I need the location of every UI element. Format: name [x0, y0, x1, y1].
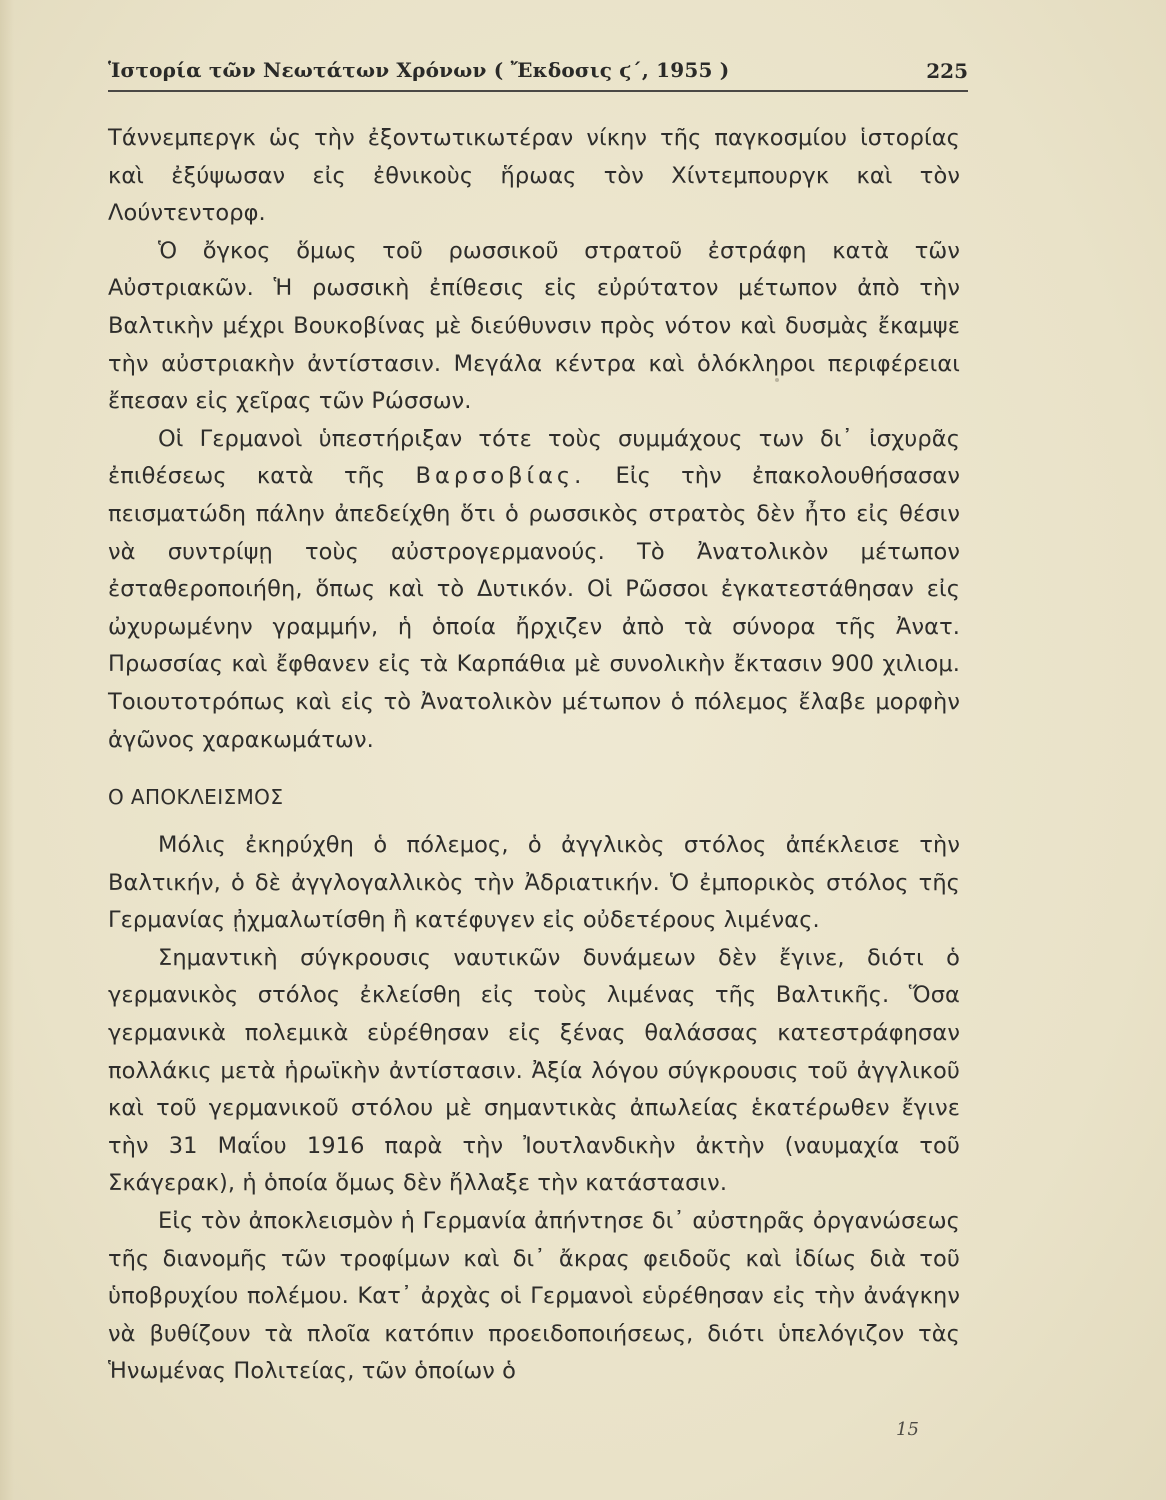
spacer — [108, 813, 960, 827]
page-edge-shadow — [0, 0, 14, 1500]
paragraph-3-before: Οἱ Γερμανοὶ ὑπεστήριξαν τότε τοὺς συμμάχους των δι᾽ ἰσχυρᾶς ἐπιθέσεως κατὰ τῆς — [108, 425, 960, 490]
spacer — [108, 759, 960, 781]
section-paragraph-3: Εἰς τὸν ἀποκλεισμὸν ἡ Γερμανία ἀπήντησε δι᾽ αὐστηρᾶς ὀργανώσεως τῆς διανομῆς τῶν τροφίμων καὶ δι᾽ ἄκρας φειδοῦς καὶ ἰδίως διὰ τοῦ ὑποβρυχίου πολέμου. Κατ᾽ ἀρχὰς οἱ Γερμανοὶ εὑρέθησαν εἰς τὴν ἀνάγκην νὰ βυθίζουν τὰ πλοῖα κατόπιν προειδοποιήσεως, διότι ὑπελόγιζον τὰς Ἡνωμένας Πολιτείας, τῶν ὁποίων ὁ — [108, 1208, 960, 1385]
paragraph-3 — [108, 421, 960, 759]
section-paragraph-2: Σημαντικὴ σύγκρουσις ναυτικῶν δυνάμεων δὲν ἔγινε, διότι ὁ γερμανικὸς στόλος ἐκλείσθη εἰς τοὺς λιμένας τῆς Βαλτικῆς. Ὅσα γερμανικὰ πολεμικὰ εὑρέθησαν εἰς ξένας θαλάσσας κατεστράφησαν πολλάκις μετὰ ἡρωϊκὴν ἀντίστασιν. Ἀξία λόγου σύγκρουσις τοῦ ἀγγλικοῦ καὶ τοῦ γερμανικοῦ στόλου μὲ σημαντικὰς ἀπωλείας ἑκατέρωθεν ἔγινε τὴν 31 Μαΐου 1916 παρὰ τὴν Ἰουτλανδικὴν ἀκτὴν (ναυμαχία τοῦ Σκάγερακ), ἡ ὁποία ὅμως δὲν ἤλλαξε τὴν κατάστασιν. — [108, 944, 960, 1197]
paragraph-3-spaced-word: Βαρσοβίας. — [415, 463, 586, 490]
page-header — [108, 58, 968, 94]
paper-speck — [775, 378, 779, 382]
printer-signature: 15 — [896, 1419, 919, 1440]
page-number: 225 — [926, 59, 968, 83]
page-body — [108, 120, 960, 1391]
paragraph-3-after: Εἰς τὴν ἐπακολουθήσασαν πεισματώδη πάλην ἀπεδείχθη ὅτι ὁ ρωσσικὸς στρατὸς δὲν ἦτο εἰς θέσιν νὰ συντρίψῃ τοὺς αὐστρογερμανούς. Τὸ Ἀνατολικὸν μέτωπον ἐσταθεροποιήθη, ὅπως καὶ τὸ Δυτικόν. Οἱ Ρῶσσοι ἐγκατεστάθησαν εἰς ὠχυρωμένην γραμμήν, ἡ ὁποία ἤρχιζεν ἀπὸ τὰ σύνορα τῆς Ἀνατ. Πρωσσίας καὶ ἔφθανεν εἰς τὰ Καρπάθια μὲ συνολικὴν ἔκτασιν 900 χιλιομ. Τοιουτοτρόπως καὶ εἰς τὸ Ἀνατολικὸν μέτωπον ὁ πόλεμος ἔλαβε μορφὴν ἀγῶνος χαρακωμάτων. — [108, 463, 960, 753]
paragraph-2: Ὁ ὄγκος ὅμως τοῦ ρωσσικοῦ στρατοῦ ἐστράφη κατὰ τῶν Αὐστριακῶν. Ἡ ρωσσικὴ ἐπίθεσις εἰς εὐρύτατον μέτωπον ἀπὸ τὴν Βαλτικὴν μέχρι Βουκοβίνας μὲ διεύθυνσιν πρὸς νότον καὶ δυσμὰς ἔκαμψε τὴν αὐστριακὴν ἀντίστασιν. Μεγάλα κέντρα καὶ ὁλόκληροι περιφέρειαι ἔπεσαν εἰς χεῖρας τῶν Ρώσσων. — [108, 237, 960, 415]
section-heading: Ο ΑΠΟΚΛΕΙΣΜΟΣ — [108, 785, 284, 810]
paragraph-1: Τάννεμπεργκ ὡς τὴν ἐξοντωτικωτέραν νίκην τῆς παγκοσμίου ἱστορίας καὶ ἐξύψωσαν εἰς ἐθνικοὺς ἥρωας τὸν Χίντεμπουργκ καὶ τὸν Λούντεντορφ. — [108, 125, 960, 227]
running-head: Ἱστορία τῶν Νεωτάτων Χρόνων ( Ἔκδοσις ϛ΄, 1955 ) — [108, 58, 730, 82]
section-paragraph-1: Μόλις ἐκηρύχθη ὁ πόλεμος, ὁ ἀγγλικὸς στόλος ἀπέκλεισε τὴν Βαλτικήν, ὁ δὲ ἀγγλογαλλικὸς τὴν Ἀδριατικήν. Ὁ ἐμπορικὸς στόλος τῆς Γερμανίας ᾐχμαλωτίσθη ἢ κατέφυγεν εἰς οὐδετέρους λιμένας. — [108, 832, 960, 934]
header-rule — [108, 90, 968, 92]
